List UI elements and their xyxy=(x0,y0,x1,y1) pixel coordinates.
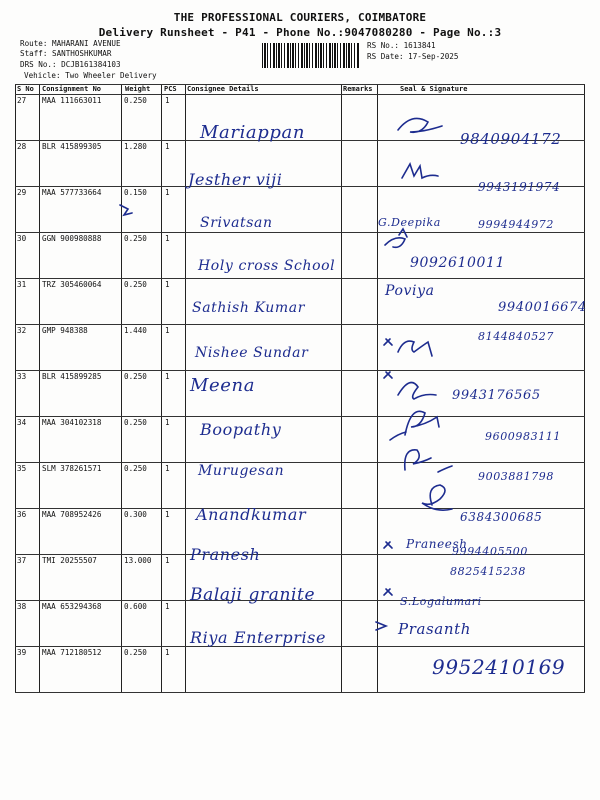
phone-handwritten: 9994405500 xyxy=(452,545,528,558)
row-weight: 0.600 xyxy=(124,602,147,611)
row-sno: 38 xyxy=(17,602,27,611)
consignee-handwritten: Mariappan xyxy=(200,122,306,143)
row-sno: 32 xyxy=(17,326,27,335)
row-weight: 0.250 xyxy=(124,418,147,427)
row-sno: 27 xyxy=(17,96,27,105)
phone-handwritten: 9952410169 xyxy=(432,655,566,679)
consignee-handwritten: Nishee Sundar xyxy=(195,345,309,361)
staff-label: Staff: SANTHOSHKUMAR xyxy=(20,49,112,58)
row-pcs: 1 xyxy=(165,602,170,611)
phone-handwritten: 9092610011 xyxy=(410,255,506,271)
signer-name-handwritten: S.Logalumari xyxy=(400,595,482,608)
rs-date: RS Date: 17-Sep-2025 xyxy=(367,52,459,61)
consignee-handwritten: Murugesan xyxy=(198,463,285,479)
row-weight: 0.250 xyxy=(124,96,147,105)
row-pcs: 1 xyxy=(165,234,170,243)
row-sno: 29 xyxy=(17,188,27,197)
row-weight: 13.000 xyxy=(124,556,152,565)
row-consignment-no: MAA 708952426 xyxy=(42,510,102,519)
column-header-sno: S No xyxy=(17,85,34,93)
row-pcs: 1 xyxy=(165,188,170,197)
row-consignment-no: MAA 712180512 xyxy=(42,648,102,657)
consignee-handwritten: Jesther viji xyxy=(188,170,283,189)
row-sno: 31 xyxy=(17,280,27,289)
signer-name-handwritten: Poviya xyxy=(385,283,435,299)
row-pcs: 1 xyxy=(165,326,170,335)
signer-name-handwritten: Prasanth xyxy=(398,620,471,638)
row-consignment-no: MAA 653294368 xyxy=(42,602,102,611)
phone-handwritten: 9600983111 xyxy=(485,430,561,443)
row-consignment-no: GGN 900980888 xyxy=(42,234,102,243)
row-consignment-no: SLM 378261571 xyxy=(42,464,102,473)
row-sno: 30 xyxy=(17,234,27,243)
column-header-weight: Weight xyxy=(125,85,151,93)
row-consignment-no: MAA 111663011 xyxy=(42,96,102,105)
row-consignment-no: BLR 415899285 xyxy=(42,372,102,381)
column-header-consignee: Consignee Details xyxy=(187,85,259,93)
row-weight: 0.250 xyxy=(124,280,147,289)
row-sno: 37 xyxy=(17,556,27,565)
barcode xyxy=(262,43,360,68)
consignee-handwritten: Boopathy xyxy=(200,420,282,439)
row-pcs: 1 xyxy=(165,418,170,427)
phone-handwritten: 8825415238 xyxy=(450,565,526,578)
row-pcs: 1 xyxy=(165,142,170,151)
drs-number: DRS No.: DCJB161384103 xyxy=(20,60,121,69)
row-pcs: 1 xyxy=(165,464,170,473)
row-pcs: 1 xyxy=(165,280,170,289)
table-row xyxy=(15,462,585,508)
row-sno: 36 xyxy=(17,510,27,519)
row-sno: 35 xyxy=(17,464,27,473)
row-consignment-no: TRZ 305460064 xyxy=(42,280,102,289)
row-weight: 1.440 xyxy=(124,326,147,335)
row-pcs: 1 xyxy=(165,96,170,105)
consignee-handwritten: Sathish Kumar xyxy=(192,300,305,316)
column-header-pcs: PCS xyxy=(164,85,177,93)
row-weight: 1.280 xyxy=(124,142,147,151)
row-pcs: 1 xyxy=(165,648,170,657)
consignee-handwritten: Meena xyxy=(190,375,256,396)
row-pcs: 1 xyxy=(165,510,170,519)
row-sno: 34 xyxy=(17,418,27,427)
phone-handwritten: 9940016674 xyxy=(498,300,587,315)
runsheet-subtitle: Delivery Runsheet - P41 - Phone No.:9047080280 - Page No.:3 xyxy=(98,26,502,39)
column-header-remarks: Remarks xyxy=(343,85,373,93)
column-header-consignment: Consignment No xyxy=(42,85,102,93)
row-weight: 0.250 xyxy=(124,648,147,657)
route-label: Route: MAHARANI AVENUE xyxy=(20,39,121,48)
phone-handwritten: 6384300685 xyxy=(460,510,543,524)
phone-handwritten: 9943176565 xyxy=(452,388,541,403)
column-header-seal: Seal & Signature xyxy=(400,85,468,93)
row-weight: 0.250 xyxy=(124,372,147,381)
row-consignment-no: TMI 20255507 xyxy=(42,556,97,565)
row-weight: 0.250 xyxy=(124,464,147,473)
consignee-handwritten: Srivatsan xyxy=(200,215,273,231)
row-consignment-no: GMP 948388 xyxy=(42,326,88,335)
consignee-handwritten: Balaji granite xyxy=(190,585,316,605)
row-sno: 39 xyxy=(17,648,27,657)
company-title: THE PROFESSIONAL COURIERS, COIMBATORE xyxy=(173,11,427,24)
row-sno: 28 xyxy=(17,142,27,151)
row-sno: 33 xyxy=(17,372,27,381)
signer-name-handwritten: Praneesh xyxy=(406,537,468,551)
phone-handwritten: 9994944972 xyxy=(478,218,554,231)
phone-handwritten: 9943191974 xyxy=(478,180,561,194)
row-consignment-no: MAA 577733664 xyxy=(42,188,102,197)
vehicle-label: Vehicle: Two Wheeler Delivery xyxy=(24,71,157,80)
phone-handwritten: 9840904172 xyxy=(460,130,562,148)
consignee-handwritten: Anandkumar xyxy=(196,505,307,524)
row-weight: 0.250 xyxy=(124,234,147,243)
consignee-handwritten: Holy cross School xyxy=(198,258,336,274)
signer-name-handwritten: G.Deepika xyxy=(378,216,441,229)
row-weight: 0.300 xyxy=(124,510,147,519)
row-pcs: 1 xyxy=(165,372,170,381)
row-consignment-no: MAA 304102318 xyxy=(42,418,102,427)
row-consignment-no: BLR 415899305 xyxy=(42,142,102,151)
row-pcs: 1 xyxy=(165,556,170,565)
phone-handwritten: 8144840527 xyxy=(478,330,554,343)
row-weight: 0.150 xyxy=(124,188,147,197)
consignee-handwritten: Riya Enterprise xyxy=(190,628,327,647)
rs-number: RS No.: 1613841 xyxy=(367,41,436,50)
phone-handwritten: 9003881798 xyxy=(478,470,554,483)
consignee-handwritten: Pranesh xyxy=(190,545,261,564)
